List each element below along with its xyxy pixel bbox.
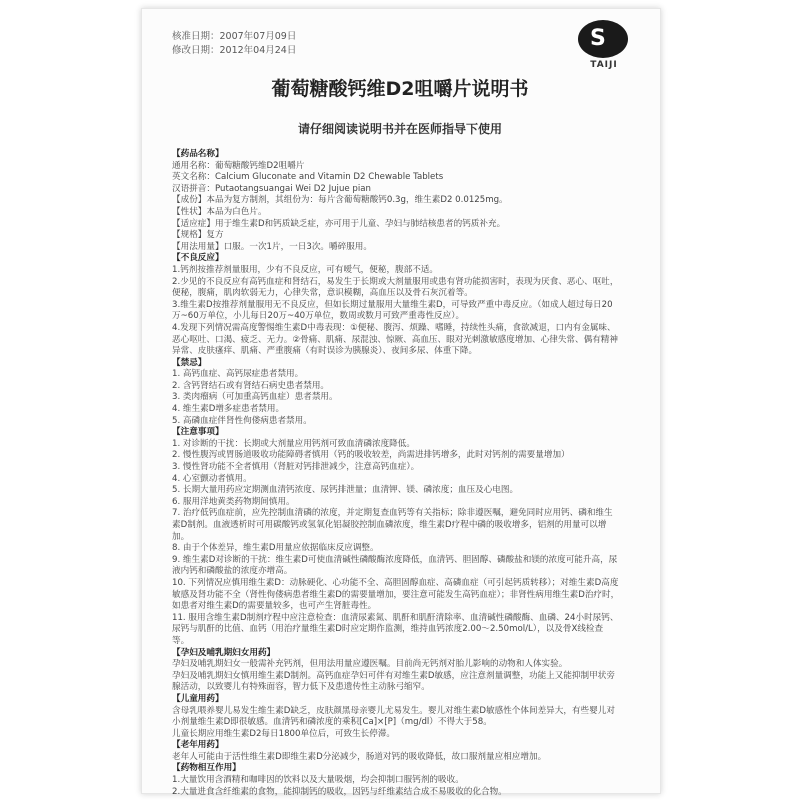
section-heading: 【注意事项】: [172, 427, 224, 438]
section-heading: 【儿童用药】: [172, 693, 224, 704]
body-line: 6. 服用洋地黄类药物期间慎用。: [172, 496, 295, 507]
body-line: 1. 对诊断的干扰：长期或大剂量应用钙剂可致血清磷浓度降低。: [172, 438, 415, 449]
body-line: 英文名称：Calcium Gluconate and Vitamin D2 Chewable Tablets: [172, 172, 444, 183]
body-line: 2.少见的不良反应有高钙血症和肾结石，易发生于长期或大剂量服用或患有肾功能损害时，表现为厌食、恶心、呕吐，便秘，腹痛，肌肉软弱无力，心律失常，意识模糊，高血压以及骨石灰沉着等。: [172, 276, 619, 299]
section-heading: 【药品名称】: [172, 149, 224, 159]
body-line: 2. 含钙肾结石或有肾结石病史患者禁用。: [172, 380, 330, 391]
document-subtitle: 请仔细阅读说明书并在医师指导下使用: [297, 122, 502, 136]
body-line: 含母乳喂养婴儿易发生维生素D缺乏，皮肤颜黑母亲婴儿尤易发生。婴儿对维生素D敏感性个体间差异大，有些婴儿对小剂量维生素D即很敏感。血清钙和磷浓度的乘积[Ca]×[P]（mg/dl）不得大于58。: [172, 705, 615, 728]
section-heading: 【适应症】用于维生素D和钙质缺乏症，亦可用于儿童、孕妇与肺结核患者的钙质补充。: [172, 218, 506, 229]
section-heading: 【性状】本品为白色片。: [172, 206, 267, 217]
section-heading: 【用法用量】口服。一次1片，一日3次。嚼碎服用。: [172, 241, 372, 252]
body-line: 8. 由于个体差异，维生素D用量应依据临床反应调整。: [172, 543, 379, 554]
approve-date: 核准日期：2007年07月09日: [172, 31, 297, 42]
body-line: 11. 服用含维生素D制剂疗程中应注意检查：血清尿素氮、肌酐和肌酐清除率、血清碱性磷酸酶、血磷、24小时尿钙、尿钙与肌酐的比值、血钙（用治疗量维生素D时应定期作监测，维持血钙浓度2.00～2.50mol/L），以及骨X线检查等。: [172, 612, 619, 646]
body-line: 孕妇及哺乳期妇女慎用维生素D制剂。高钙血症孕妇可伴有对维生素D敏感，应注意剂量调整，功能上又能抑制甲状旁腺活动，以致婴儿有特殊面容，智力低下及患遗传性主动脉弓缩窄。: [172, 670, 615, 693]
brand-logo: [578, 20, 630, 78]
section-heading: 【不良反应】: [172, 253, 224, 264]
logo-icon: S: [578, 20, 628, 58]
body-line: 4. 心室颤动者慎用。: [172, 473, 252, 484]
body-line: 儿童长期应用维生素D2每日1800单位后，可致生长停滞。: [172, 728, 396, 739]
date-block: [172, 30, 296, 58]
leaflet-body: [172, 149, 620, 798]
body-line: 汉语拼音：Putaotangsuangai Wei D2 Jujue pian: [172, 183, 371, 194]
body-line: 1.大量饮用含酒精和咖啡因的饮料以及大量吸烟，均会抑制口服钙剂的吸收。: [172, 775, 464, 786]
revise-date: 修改日期：2012年04月24日: [172, 45, 297, 56]
document-title: 葡萄糖酸钙维D2咀嚼片说明书: [271, 78, 529, 100]
section-heading: 【孕妇及哺乳期妇女用药】: [172, 647, 276, 658]
body-line: 4.发现下列情况需高度警惕维生素D中毒表现：①便秘、腹泻、烦躁、嗜睡，持续性头痛，食欲减退，口内有金属味、恶心呕吐、口渴、疲乏、无力。②骨痛、肌痛、尿混浊、惊厥、高血压、眼对光刺激敏感度增加、心律失常、偶有精神异常、皮肤瘙痒、肌痛、严重腹痛（有时误诊为胰腺炎）、夜间多尿、体重下降。: [172, 322, 618, 357]
body-line: 3.维生素D按推荐剂量服用无不良反应，但如长期过量服用大量维生素D，可导致严重中毒反应。（如成人超过每日20万~60万单位，小儿每日20万~40万单位，数周或数月可致严重毒性反应）。: [172, 299, 613, 322]
body-line: 3. 类肉瘤病（可加重高钙血症）患者禁用。: [172, 392, 338, 403]
body-line: 1.钙剂按推荐剂量服用，少有不良反应，可有嗳气，便秘，腹部不适。: [172, 264, 439, 275]
body-line: 10. 下列情况应慎用维生素D：动脉硬化、心功能不全、高胆固醇血症、高磷血症（可引起钙质转移）；对维生素D高度敏感及肾功能不全（肾性佝偻病患者维生素D的需要量增加，要注意可能发生高钙血症）；非肾性病用维生素D治疗时，如患者对维生素D的需要量较多，也可产生肾脏毒性。: [172, 577, 620, 612]
body-line: 5. 高磷血症伴肾性佝偻病患者禁用。: [172, 415, 312, 426]
body-line: 2.大量进食含纤维素的食物，能抑制钙的吸收，因钙与纤维素结合成不易吸收的化合物。: [172, 786, 507, 797]
section-heading: 【成份】本品为复方制剂，其组份为：每片含葡萄糖酸钙0.3g，维生素D2 0.0125mg。: [172, 195, 508, 206]
body-line: 1. 高钙血症、高钙尿症患者禁用。: [172, 369, 304, 380]
section-heading: 【药物相互作用】: [172, 763, 241, 774]
logo-text: TAIJI: [590, 60, 618, 70]
body-line: 老年人可能由于活性维生素D即维生素D分泌减少，肠道对钙的吸收降低，故口服剂量应相应增加。: [172, 751, 547, 762]
section-heading: 【禁忌】: [172, 357, 207, 368]
body-line: 5. 长期大量用药应定期测血清钙浓度、尿钙排泄量；血清钾、镁、磷浓度；血压及心电图。: [172, 485, 519, 496]
body-line: 通用名称：葡萄糖酸钙维D2咀嚼片: [172, 160, 305, 171]
body-line: 4. 维生素D增多症患者禁用。: [172, 404, 285, 415]
section-heading: 【规格】复方: [172, 230, 224, 241]
body-line: 2. 慢性腹泻或胃肠道吸收功能障碍者慎用（钙的吸收较差，尚需进排钙增多，此时对钙剂的需要量增加）: [172, 450, 570, 461]
body-line: 9. 维生素D对诊断的干扰：维生素D可使血清碱性磷酸酶浓度降低，血清钙、胆固醇、磷酸盐和镁的浓度可能升高，尿液内钙和磷酸盐的浓度亦增高。: [172, 554, 618, 577]
body-line: 孕妇及哺乳期妇女一般需补充钙剂，但用法用量应遵医嘱。目前尚无钙剂对胎儿影响的动物和人体实验。: [172, 659, 568, 670]
section-heading: 【老年用药】: [172, 740, 224, 751]
body-line: 3. 慢性肾功能不全者慎用（肾脏对钙排泄减少，注意高钙血症）。: [172, 462, 420, 473]
body-line: 7. 治疗低钙血症前，应先控制血清磷的浓度，并定期复查血钙等有关指标；除非遵医嘱，避免同时应用钙、磷和维生素D制剂。血液透析时可用碳酸钙或氢氧化铝凝胶控制血磷浓度，维生素D疗程中磷的吸收增多，铝剂的用量可以增加。: [172, 508, 613, 542]
